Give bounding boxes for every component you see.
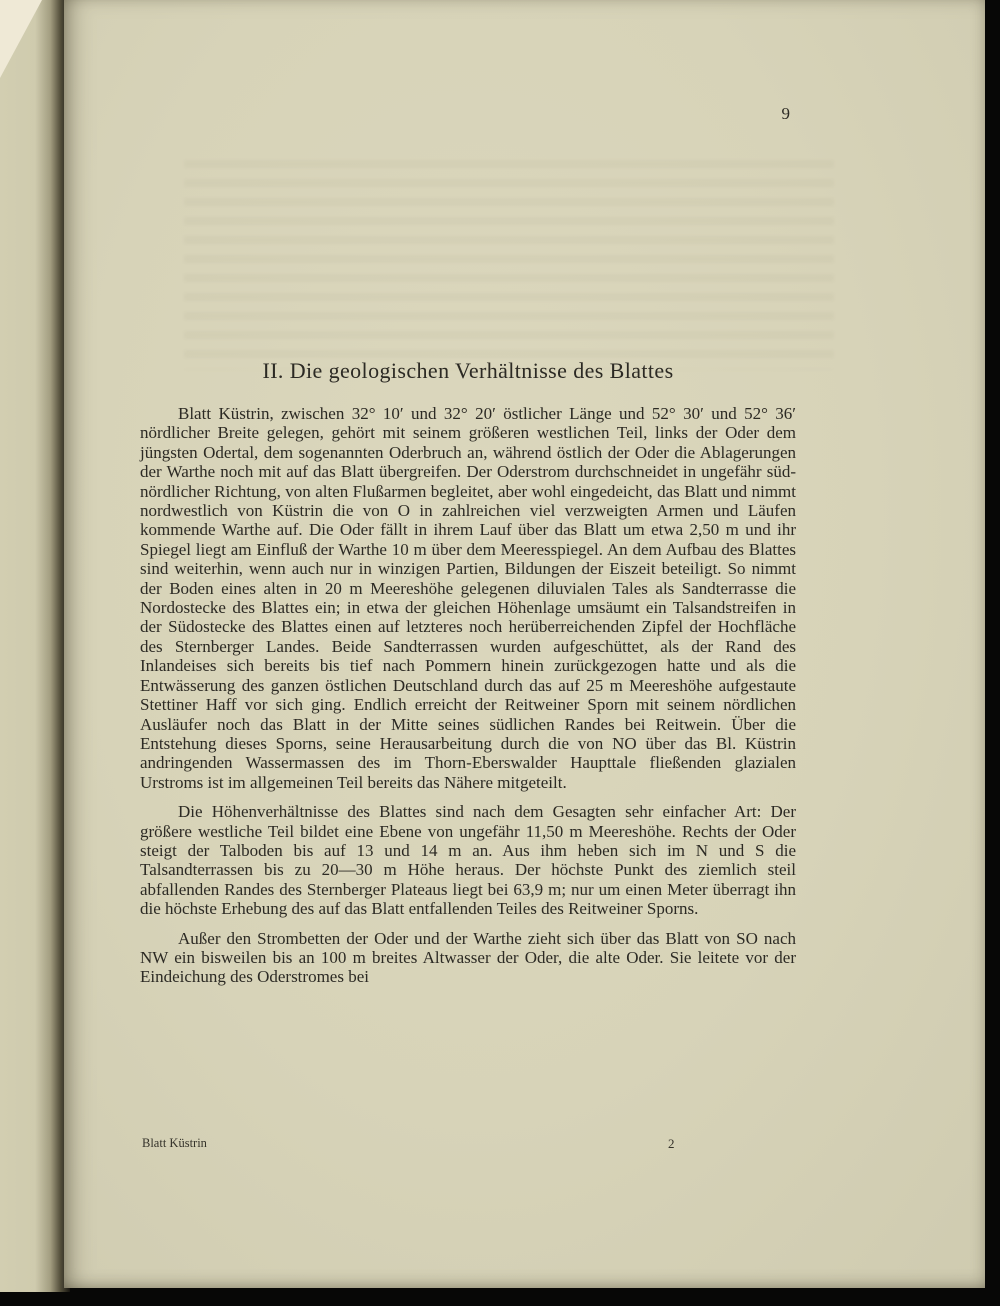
footer-catchword: Blatt Küstrin — [142, 1136, 207, 1150]
text-column — [140, 0, 796, 997]
paragraph: Blatt Küstrin, zwischen 32° 10′ und 32° 20′ östlicher Länge und 52° 30′ und 52° 36′ nördlicher Breite gelegen, gehört mit seinem größeren westlichen Teil, links der Oder dem jüngsten Odertal, dem sogenannten Oderbruch an, während östlich der Oder die Ablagerungen der Warthe noch mit auf das Blatt übergreifen. Der Oderstrom durchschneidet in ungefähr süd-nördlicher Richtung, von alten Flußarmen begleitet, aber wohl eingedeicht, das Blatt und nimmt nordwestlich von Küstrin die von O in zahlreichen viel verzweigten Armen und Läufen kommende Warthe auf. Die Oder fällt in ihrem Lauf über das Blatt um etwa 2,50 m und ihr Spiegel liegt am Einfluß der Warthe 10 m über dem Meeresspiegel. An dem Aufbau des Blattes sind weiterhin, wenn auch nur in winzigen Partien, Bildungen der Eiszeit beteiligt. So nimmt der Boden eines alten in 20 m Meereshöhe gelegenen diluvialen Tales als Sandterrasse die Nordostecke des Blattes ein; in etwa der gleichen Höhenlage umsäumt ein Talsandstreifen in der Südostecke des Blattes einen auf letzteres noch herüberreichenden Zipfel der Hochfläche des Sternberger Landes. Beide Sandterrassen wurden aufgeschüttet, als der Rand des Inlandeises sich bereits bis tief nach Pommern hinein zurückgezogen hatte und als die Entwässerung des ganzen östlichen Deutschland durch das auf 25 m Meereshöhe aufgestaute Stettiner Haff vor sich ging. Endlich erreicht der Reitweiner Sporn mit seinem nördlichen Ausläufer noch das Blatt in der Mitte seines südlichen Randes bei Reitwein. Über die Entstehung dieses Sporns, seine Herausarbeitung durch die von NO über das Bl. Küstrin andringenden Wassermassen des im Thorn-Eberswalder Haupttale fließenden glazialen Urstroms ist im allgemeinen Teil bereits das Nähere mitgeteilt. — [140, 404, 796, 792]
footer-sheet-signature: 2 — [668, 1136, 675, 1151]
binding-gutter — [0, 0, 70, 1292]
page-footer — [140, 1136, 796, 1154]
chapter-heading: II. Die geologischen Verhältnisse des Blattes — [262, 358, 674, 383]
paragraph: Außer den Strombetten der Oder und der Warthe zieht sich über das Blatt von SO nach NW ein bisweilen bis an 100 m breites Altwasser der Oder, die alte Oder. Sie leitete vor der Eindeichung des Oderstromes bei — [140, 928, 796, 987]
page-number: 9 — [781, 104, 790, 123]
scanned-page — [64, 0, 985, 1288]
paragraph: Die Höhenverhältnisse des Blattes sind nach dem Gesagten sehr einfacher Art: Der größere westliche Teil bildet eine Ebene von ungefähr 11,50 m Meereshöhe. Rechts der Oder steigt der Talboden bis auf 13 und 14 m an. Aus ihm heben sich im N und S die Talsandterrassen bis zu 20—30 m Höhe heraus. Der höchste Punkt des ziemlich steil abfallenden Randes des Sternberger Plateaus liegt bei 63,9 m; nur um einen Meter überragt ihn die höchste Erhebung des auf das Blatt entfallenden Teiles des Reitweiner Sporns. — [140, 802, 796, 919]
body-text — [140, 404, 796, 987]
